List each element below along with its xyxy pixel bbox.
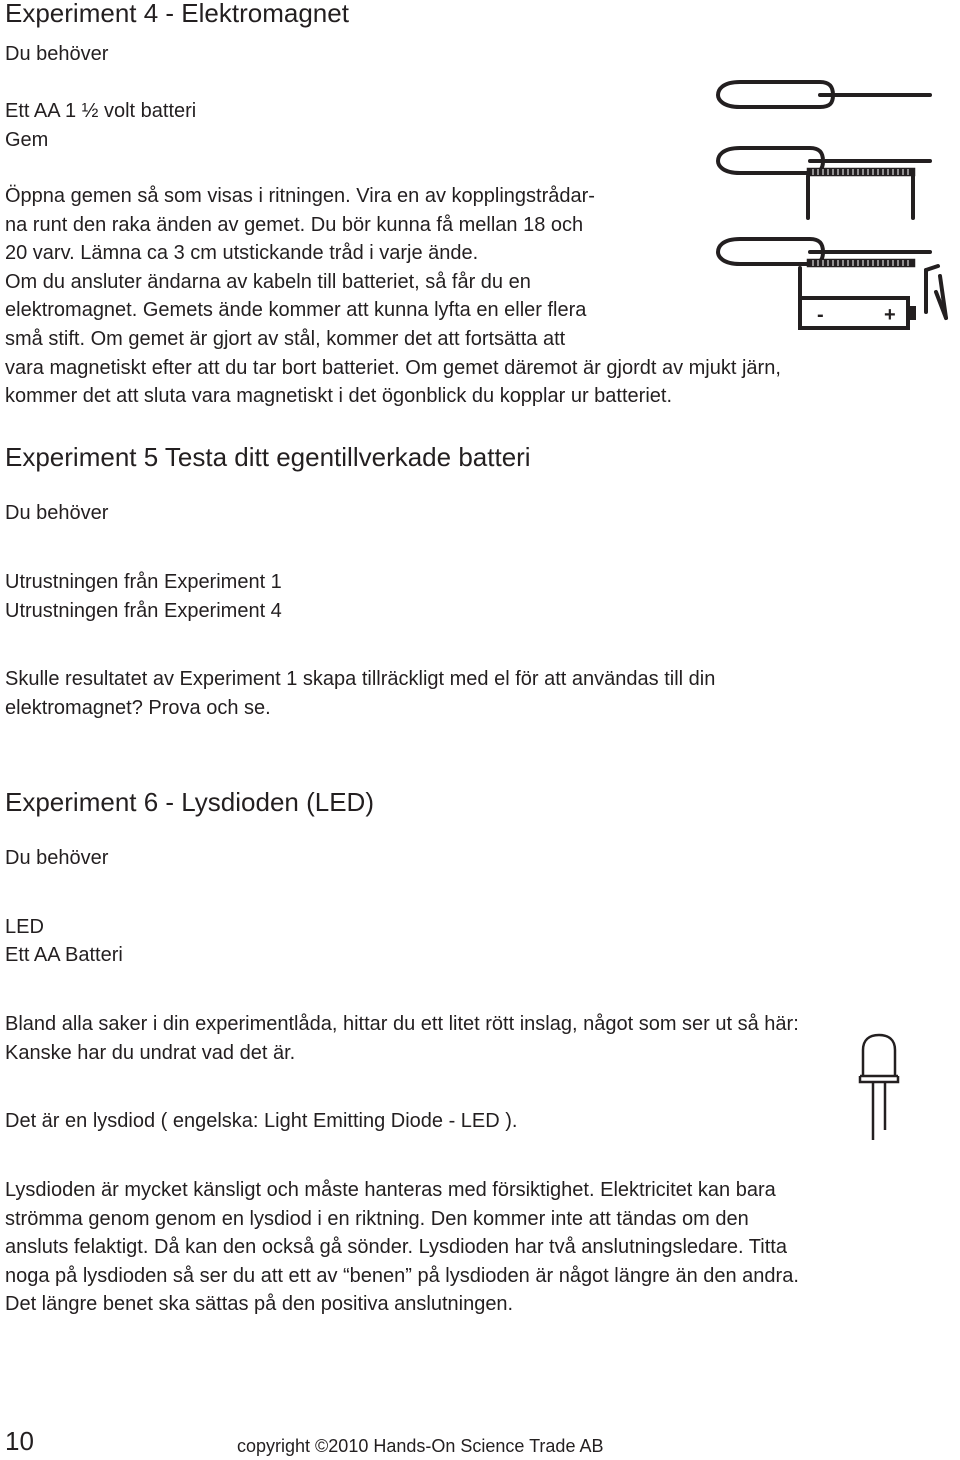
exp6-paragraph-line: Lysdioden är mycket känsligt och måste hanteras med försiktighet. Elektricitet kan bara: [5, 1179, 776, 1201]
exp4-paragraph-line: Öppna gemen så som visas i ritningen. Vira en av kopplingstrådar-: [5, 185, 595, 207]
paperclip-icon: [718, 82, 930, 107]
exp5-title: Experiment 5 Testa ditt egentillverkade batteri: [5, 442, 531, 472]
paperclip-coil-icon: [718, 148, 930, 218]
exp4-title: Experiment 4 - Elektromagnet: [5, 0, 349, 28]
led-icon: [855, 1032, 905, 1144]
copyright-notice: copyright ©2010 Hands-On Science Trade AB: [237, 1436, 604, 1456]
exp4-need-item: Ett AA 1 ½ volt batteri: [5, 100, 197, 122]
battery-plus-label: +: [884, 304, 896, 326]
exp6-paragraph-line: Bland alla saker i din experimentlåda, hittar du ett litet rött inslag, något som ser ut så här:: [5, 1013, 799, 1035]
exp5-needs-heading: Du behöver: [5, 502, 109, 524]
exp4-paragraph-line: elektromagnet. Gemets ände kommer att kunna lyfta en eller flera: [5, 299, 587, 321]
electromagnet-illustration: [700, 70, 960, 340]
exp5-need-item: Utrustningen från Experiment 1: [5, 571, 282, 593]
exp5-paragraph-line: elektromagnet? Prova och se.: [5, 697, 271, 719]
battery-icon: [800, 298, 916, 328]
exp6-paragraph-line: noga på lysdioden så ser du att ett av “benen” på lysdioden är något längre än den andra.: [5, 1265, 799, 1287]
exp6-need-item: Ett AA Batteri: [5, 944, 123, 966]
exp4-paragraph-line: små stift. Om gemet är gjort av stål, kommer det att fortsätta att: [5, 328, 566, 350]
exp4-paragraph-line: vara magnetiskt efter att du tar bort batteriet. Om gemet däremot är gjordt av mjukt järn,: [5, 357, 781, 379]
exp6-paragraph-line: Kanske har du undrat vad det är.: [5, 1042, 296, 1064]
exp4-paragraph-line: Om du ansluter ändarna av kabeln till batteriet, så får du en: [5, 271, 531, 293]
exp4-need-item: Gem: [5, 129, 49, 151]
exp6-title: Experiment 6 - Lysdioden (LED): [5, 787, 374, 817]
exp6-paragraph-line: strömma genom genom en lysdiod i en riktning. Den kommer inte att tändas om den: [5, 1208, 749, 1230]
exp6-paragraph-line: Det längre benet ska sättas på den positiva anslutningen.: [5, 1293, 514, 1315]
exp4-paragraph-line: 20 varv. Lämna ca 3 cm utstickande tråd i varje ände.: [5, 242, 479, 264]
battery-minus-label: -: [817, 304, 824, 326]
exp6-need-item: LED: [5, 916, 44, 938]
exp6-paragraph-line: ansluts felaktigt. Då kan den också gå sönder. Lysdioden har två anslutningsledare. Titta: [5, 1236, 787, 1258]
exp4-paragraph-line: na runt den raka änden av gemet. Du bör kunna få mellan 18 och: [5, 214, 584, 236]
exp5-paragraph-line: Skulle resultatet av Experiment 1 skapa tillräckligt med el för att användas till din: [5, 668, 716, 690]
exp6-needs-heading: Du behöver: [5, 847, 109, 869]
exp4-paragraph-line: kommer det att sluta vara magnetiskt i det ögonblick du kopplar ur batteriet.: [5, 385, 673, 407]
page-number: 10: [5, 1426, 34, 1456]
exp4-needs-heading: Du behöver: [5, 43, 109, 65]
exp6-paragraph-line: Det är en lysdiod ( engelska: Light Emitting Diode - LED ).: [5, 1110, 518, 1132]
exp5-need-item: Utrustningen från Experiment 4: [5, 600, 282, 622]
